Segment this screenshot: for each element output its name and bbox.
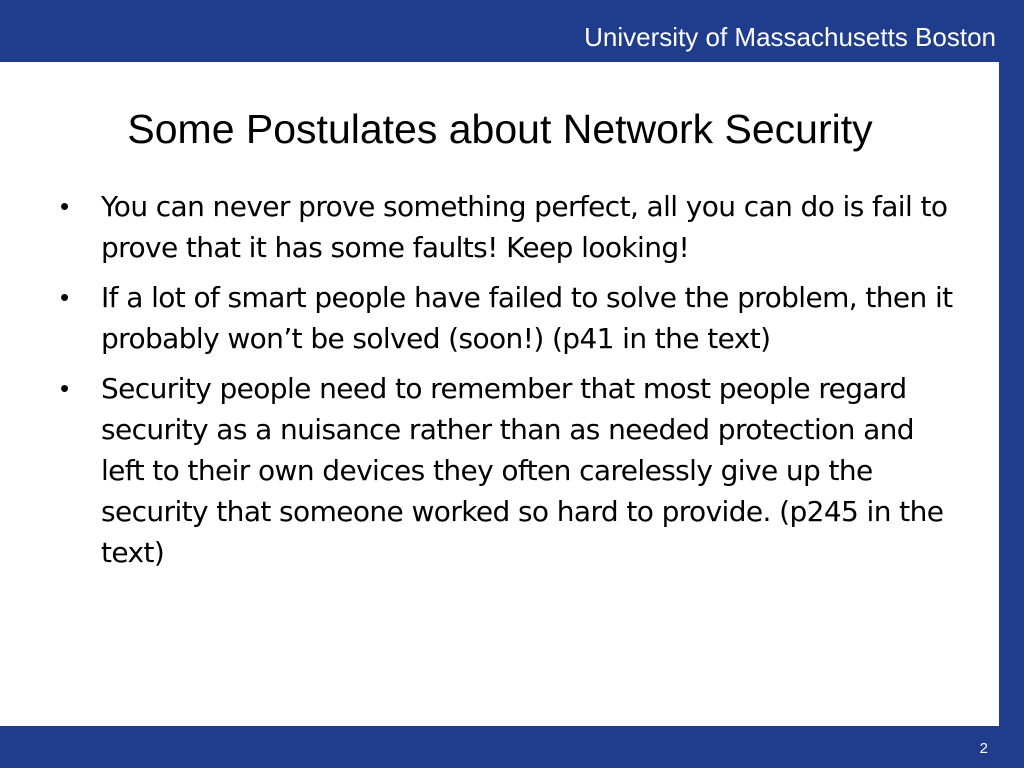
side-bar: [999, 62, 1024, 726]
bullet-item: [60, 186, 960, 268]
bullet-item: [60, 368, 960, 573]
slide-number: 2: [979, 740, 988, 757]
bullet-item: [60, 277, 960, 359]
bullet-dot-icon: •: [60, 191, 69, 221]
footer-bar: [0, 726, 1024, 768]
bullet-dot-icon: •: [60, 373, 69, 403]
bullet-text: If a lot of smart people have failed to solve the problem, then it probably won’t be solved (soon!) (p41 in the text): [101, 281, 953, 355]
bullet-text: You can never prove something perfect, all you can do is fail to prove that it has some faults! Keep looking!: [101, 190, 948, 264]
slide-title: Some Postulates about Network Security: [127, 106, 873, 152]
bullet-list: [60, 186, 960, 582]
header-bar: [0, 0, 1024, 62]
organization-name: University of Massachusetts Boston: [584, 22, 996, 52]
bullet-text: Security people need to remember that most people regard security as a nuisance rather than as needed protection and left to their own devices they often carelessly give up the security that someone worked so hard to provide. (p245 in the text): [101, 372, 944, 569]
bullet-dot-icon: •: [60, 282, 69, 312]
